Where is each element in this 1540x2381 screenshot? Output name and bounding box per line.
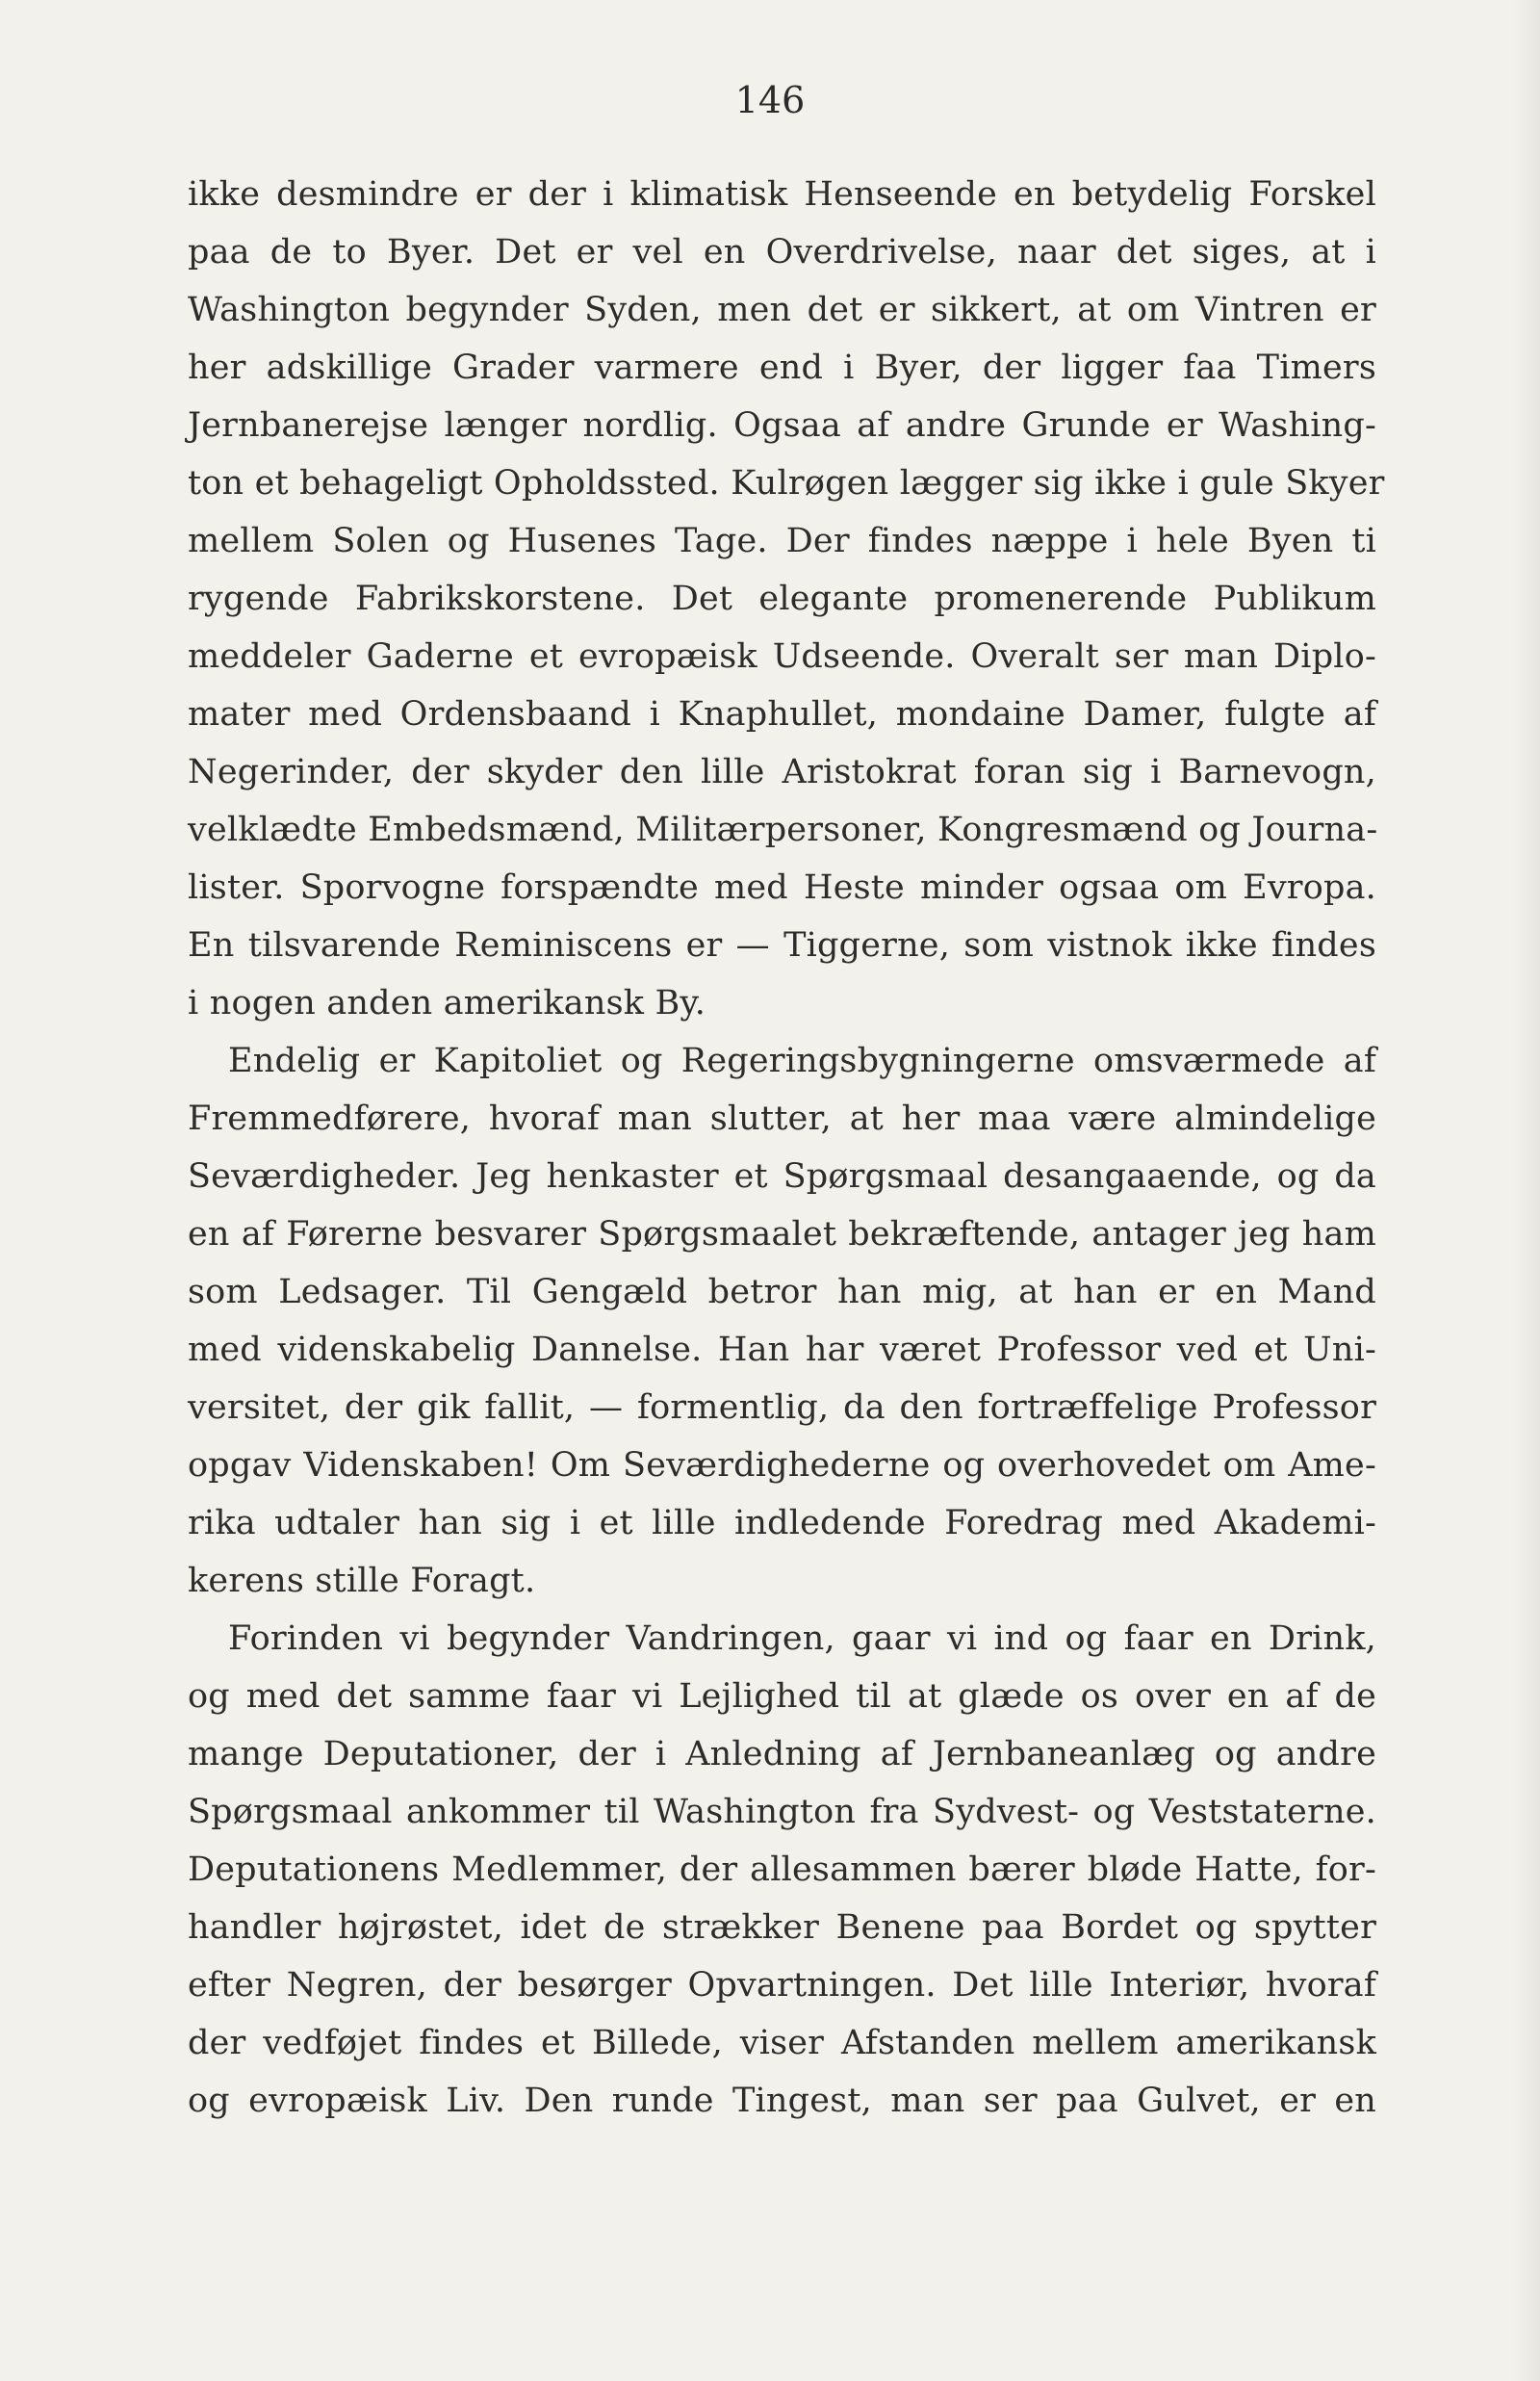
page-number: 146 xyxy=(734,79,806,121)
text-line: mater med Ordensbaand i Knaphullet, mondaine Damer, fulgte af xyxy=(188,695,1376,734)
text-line: kerens stille Foragt. xyxy=(188,1562,536,1600)
text-line: mellem Solen og Husenes Tage. Der findes næppe i hele Byen ti xyxy=(188,522,1376,560)
text-line: En tilsvarende Reminiscens er — Tiggerne, som vistnok ikke findes xyxy=(188,926,1376,965)
text-line: Jernbanerejse længer nordlig. Ogsaa af andre Grunde er Washing- xyxy=(188,406,1376,445)
text-line: rygende Fabrikskorstene. Det elegante promenerende Publikum xyxy=(188,580,1376,618)
text-line: Fremmedførere, hvoraf man slutter, at her maa være almindelige xyxy=(188,1100,1376,1138)
text-line: rika udtaler han sig i et lille indledende Foredrag med Akademi- xyxy=(188,1504,1376,1542)
text-line: meddeler Gaderne et evropæisk Udseende. Overalt ser man Diplo- xyxy=(188,637,1376,676)
text-line: mange Deputationer, der i Anledning af Jernbaneanlæg og andre xyxy=(188,1735,1376,1773)
text-line: Endelig er Kapitoliet og Regeringsbygningerne omsværmede af xyxy=(228,1042,1376,1080)
text-line: Forinden vi begynder Vandringen, gaar vi ind og faar en Drink, xyxy=(228,1619,1376,1658)
text-line: lister. Sporvogne forspændte med Heste minder ogsaa om Evropa. xyxy=(188,868,1376,907)
text-line: Spørgsmaal ankommer til Washington fra Sydvest- og Veststaterne. xyxy=(188,1793,1376,1831)
text-line: og med det samme faar vi Lejlighed til at glæde os over en af de xyxy=(188,1677,1376,1716)
text-line: opgav Videnskaben! Om Seværdighederne og overhovedet om Ame- xyxy=(188,1446,1376,1485)
text-line: i nogen anden amerikansk By. xyxy=(188,984,706,1022)
text-line: ikke desmindre er der i klimatisk Henseende en betydelig Forskel xyxy=(188,175,1376,214)
text-line: der vedføjet findes et Billede, viser Afstanden mellem amerikansk xyxy=(188,2024,1376,2062)
text-line: velklædte Embedsmænd, Militærpersoner, Kongresmænd og Journa- xyxy=(188,811,1378,849)
text-line: Seværdigheder. Jeg henkaster et Spørgsmaal desangaaende, og da xyxy=(188,1157,1376,1196)
body-text xyxy=(188,166,1385,2130)
text-line: en af Førerne besvarer Spørgsmaalet bekræftende, antager jeg ham xyxy=(188,1215,1376,1254)
text-line: og evropæisk Liv. Den runde Tingest, man ser paa Gulvet, er en xyxy=(188,2082,1376,2120)
text-line: ton et behageligt Opholdssted. Kulrøgen lægger sig ikke i gule Skyer xyxy=(188,464,1385,503)
text-line: efter Negren, der besørger Opvartningen. Det lille Interiør, hvoraf xyxy=(188,1966,1376,2005)
text-line: Deputationens Medlemmer, der allesammen bærer bløde Hatte, for- xyxy=(188,1850,1376,1889)
page-edge-shadow xyxy=(1513,0,1540,2381)
text-line: Washington begynder Syden, men det er sikkert, at om Vintren er xyxy=(188,291,1376,329)
text-line: som Ledsager. Til Gengæld betror han mig, at han er en Mand xyxy=(188,1273,1376,1311)
text-line: handler højrøstet, idet de strækker Benene paa Bordet og spytter xyxy=(188,1908,1376,1947)
text-line: paa de to Byer. Det er vel en Overdrivelse, naar det siges, at i xyxy=(188,233,1376,272)
text-line: med videnskabelig Dannelse. Han har været Professor ved et Uni- xyxy=(188,1331,1376,1369)
text-line: her adskillige Grader varmere end i Byer, der ligger faa Timers xyxy=(188,349,1376,387)
text-line: versitet, der gik fallit, — formentlig, da den fortræffelige Professor xyxy=(188,1388,1376,1427)
text-line: Negerinder, der skyder den lille Aristokrat foran sig i Barnevogn, xyxy=(188,753,1376,791)
